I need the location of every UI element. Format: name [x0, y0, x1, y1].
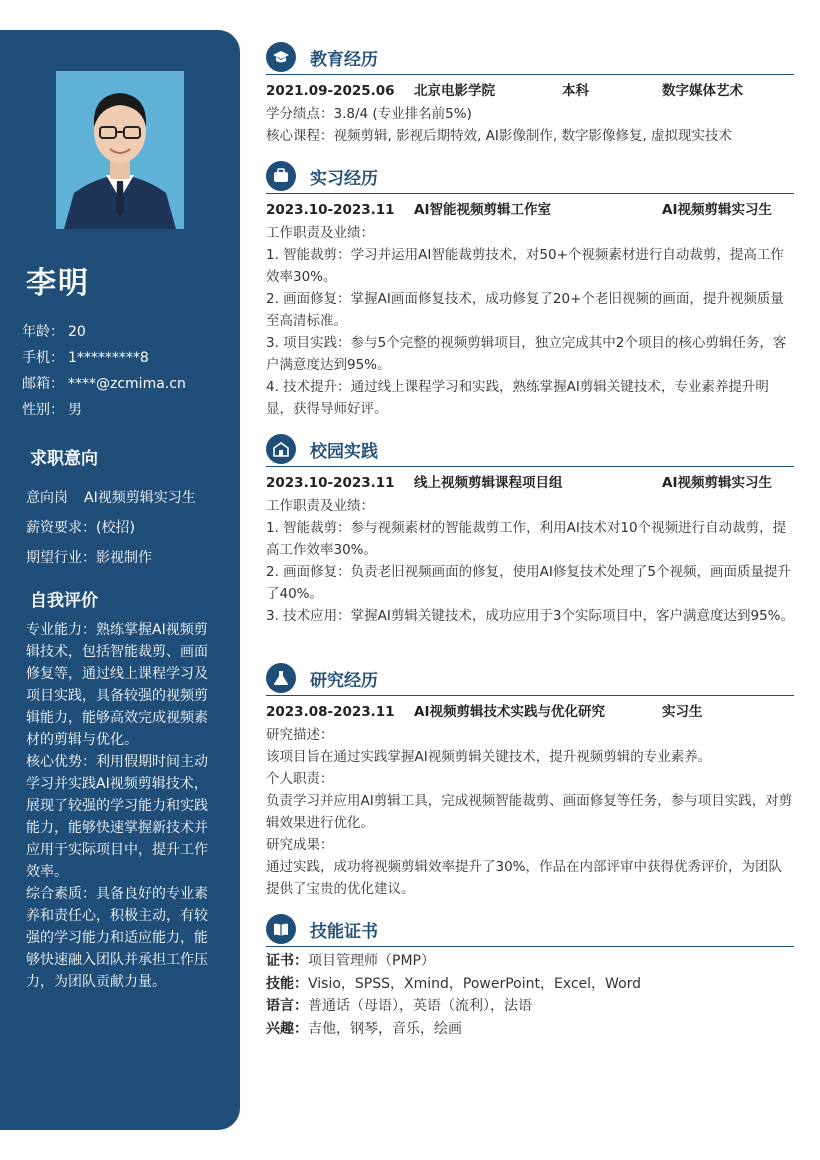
campus-line: 3. 技术应用：掌握AI剪辑关键技术，成功应用于3个实际项目中，客户满意度达到95%。	[266, 608, 794, 624]
internship-line: 1. 智能裁剪：学习并运用AI智能裁剪技术，对50+个视频素材进行自动裁剪，提高工作效率30%。	[266, 247, 784, 285]
self-eval-paragraph: 核心优势：利用假期时间主动学习并实践AI视频剪辑技术，展现了较强的学习能力和实践能力，能够快速掌握新技术并应用于实际项目中，提升工作效率。	[26, 754, 208, 880]
research-entry	[266, 700, 794, 724]
education-entry	[266, 79, 794, 103]
basic-info	[22, 319, 186, 423]
campus-line: 1. 智能裁剪：参与视频素材的智能裁剪工作，利用AI技术对10个视频进行自动裁剪，提高工作效率30%。	[266, 520, 787, 558]
skill-item: 语言：普通话（母语），英语（流利），法语	[266, 998, 532, 1014]
education-school: 北京电影学院	[414, 83, 495, 99]
skill-item: 证书：项目管理师（PMP）	[266, 953, 435, 969]
campus-date: 2023.10-2023.11	[266, 475, 395, 491]
skills-title: 技能证书	[310, 922, 378, 942]
research-role: 实习生	[662, 704, 703, 720]
job-intent	[26, 483, 196, 573]
info-email: 邮箱： ****@zcmima.cn	[22, 376, 186, 392]
research-line: 通过实践，成功将视频剪辑效率提升了30%，作品在内部评审中获得优秀评价，为团队提供了宝贵的优化建议。	[266, 859, 783, 897]
self-eval-paragraph: 专业能力：熟练掌握AI视频剪辑技术，包括智能裁剪、画面修复等，通过线上课程学习及项目实践，具备较强的视频剪辑能力，能够高效完成视频素材的剪辑与优化。	[26, 622, 208, 748]
intent-salary: 薪资要求：(校招)	[26, 520, 135, 536]
campus-entry	[266, 471, 794, 495]
candidate-name: 李明	[26, 266, 90, 301]
research-line: 研究描述：	[266, 727, 334, 743]
internship-line: 4. 技术提升：通过线上课程学习和实践，熟练掌握AI剪辑关键技术，专业素养提升明显，获得导师好评。	[266, 379, 769, 417]
internship-section	[266, 198, 794, 420]
info-phone: 手机： 1*********8	[22, 350, 149, 366]
profile-photo	[56, 71, 184, 229]
research-line: 负责学习并应用AI剪辑工具，完成视频智能裁剪、画面修复等任务，参与项目实践，对剪辑效果进行优化。	[266, 793, 793, 831]
education-degree: 本科	[562, 83, 589, 99]
internship-title: 实习经历	[310, 169, 378, 189]
research-line: 研究成果：	[266, 837, 334, 853]
internship-entry	[266, 198, 794, 222]
research-org: AI视频剪辑技术实践与优化研究	[414, 704, 605, 720]
skill-item: 兴趣：吉他，钢琴，音乐，绘画	[266, 1020, 462, 1037]
campus-title: 校园实践	[310, 442, 378, 462]
research-section	[266, 700, 794, 900]
education-section	[266, 79, 794, 147]
internship-line: 3. 项目实践：参与5个完整的视频剪辑项目，独立完成其中2个项目的核心剪辑任务，客户满意度达到95%。	[266, 335, 787, 373]
skill-item: 技能：Visio，SPSS，Xmind，PowerPoint，Excel，Word	[266, 975, 642, 992]
graduation-cap-icon	[266, 42, 296, 72]
campus-org: 线上视频剪辑课程项目组	[414, 475, 563, 491]
campus-role: AI视频剪辑实习生	[662, 475, 772, 491]
education-title: 教育经历	[310, 50, 378, 70]
campus-header	[266, 434, 794, 467]
education-line: 学分绩点：3.8/4 (专业排名前5%)	[266, 106, 472, 122]
research-header	[266, 663, 794, 696]
research-title: 研究经历	[310, 671, 378, 691]
self-evaluation	[26, 619, 220, 993]
education-date: 2021.09-2025.06	[266, 83, 395, 99]
internship-role: AI视频剪辑实习生	[662, 202, 772, 218]
self-eval-paragraph: 综合素质：具备良好的专业素养和责任心，积极主动，有较强的学习能力和适应能力，能够快速融入团队并承担工作压力，为团队贡献力量。	[26, 886, 208, 990]
internship-header	[266, 161, 794, 194]
sidebar	[0, 30, 240, 1130]
school-building-icon	[266, 434, 296, 464]
campus-section	[266, 471, 794, 627]
internship-date: 2023.10-2023.11	[266, 202, 395, 218]
internship-line: 工作职责及业绩：	[266, 225, 374, 241]
intent-position: 意向岗 AI视频剪辑实习生	[26, 490, 196, 506]
info-age: 年龄： 20	[22, 324, 86, 340]
research-line: 该项目旨在通过实践掌握AI视频剪辑关键技术，提升视频剪辑的专业素养。	[266, 749, 712, 765]
briefcase-icon	[266, 161, 296, 191]
campus-line: 2. 画面修复：负责老旧视频画面的修复，使用AI修复技术处理了5个视频，画面质量提升了40%。	[266, 564, 791, 602]
intent-title: 求职意向	[30, 449, 98, 469]
education-line: 核心课程：视频剪辑, 影视后期特效, AI影像制作, 数字影像修复, 虚拟现实技术	[266, 128, 733, 144]
self-eval-title: 自我评价	[30, 591, 98, 611]
info-gender: 性别： 男	[22, 402, 82, 418]
internship-org: AI智能视频剪辑工作室	[414, 202, 551, 218]
research-date: 2023.08-2023.11	[266, 704, 395, 720]
internship-line: 2. 画面修复：掌握AI画面修复技术，成功修复了20+个老旧视频的画面，提升视频质量至高清标准。	[266, 291, 784, 329]
intent-industry: 期望行业：影视制作	[26, 550, 152, 566]
book-icon	[266, 914, 296, 944]
campus-line: 工作职责及业绩：	[266, 498, 374, 514]
research-line: 个人职责：	[266, 771, 334, 787]
skills-section	[266, 950, 794, 1040]
skills-header	[266, 914, 794, 947]
education-major: 数字媒体艺术	[662, 83, 743, 99]
education-header	[266, 42, 794, 75]
flask-icon	[266, 663, 296, 693]
